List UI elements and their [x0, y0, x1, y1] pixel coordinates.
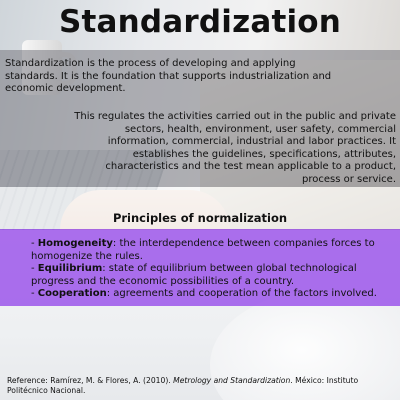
principle-term: Homogeneity — [37, 238, 113, 249]
principle-item-homogeneity — [31, 238, 391, 263]
principles-title: Principles of normalization — [112, 211, 288, 225]
principle-item-equilibrium — [31, 263, 391, 288]
principle-term: Equilibrium — [37, 263, 103, 274]
reference-prefix: Reference: Ramírez, M. & Flores, A. (2010). — [7, 376, 174, 385]
page-title: Standardization — [58, 4, 342, 40]
reference-suffix: . México: Instituto Politécnico Nacional. — [7, 376, 359, 395]
principle-text: : state of equilibrium between global technological progress and the economic possibilities of a country. — [31, 263, 357, 287]
principle-text: : the interdependence between companies forces to homogenize the rules. — [31, 238, 375, 262]
list-bullet: - — [31, 263, 38, 274]
reference-work-title: Metrology and Standardization — [173, 376, 291, 385]
principle-item-cooperation — [31, 288, 391, 301]
principle-term: Cooperation — [37, 288, 107, 299]
list-bullet: - — [31, 238, 38, 249]
list-bullet: - — [31, 288, 38, 299]
definition-detail: This regulates the activities carried out in the public and private sectors, health, environment, user safety, commercial information, commercial, industrial and labor practices. It establishes the guidelines, specifications, attributes, characteristics and the test mean applicable to a product, process or service. — [74, 111, 396, 185]
principles-list — [31, 238, 391, 301]
principle-text: : agreements and cooperation of the factors involved. — [106, 288, 377, 299]
definition-intro: Standardization is the process of developing and applying standards. It is the foundation that supports industrialization and economic development. — [5, 58, 332, 94]
reference-citation — [7, 376, 397, 395]
